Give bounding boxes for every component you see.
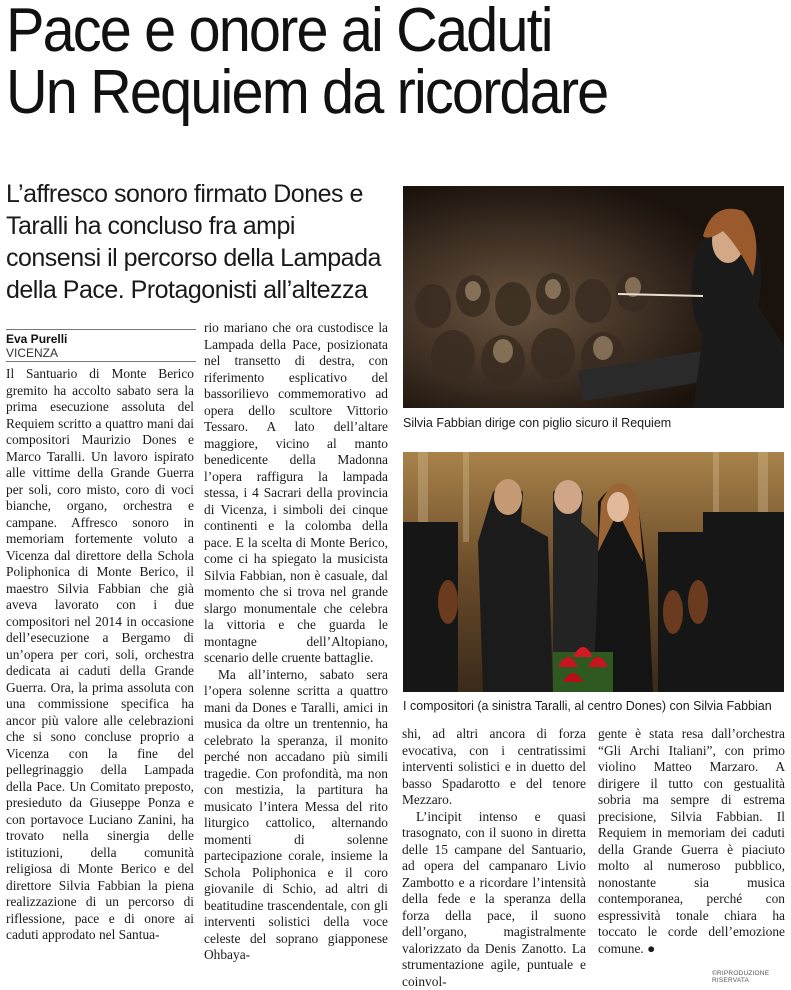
article-column-2	[204, 320, 388, 964]
dateline-place: VICENZA	[6, 346, 196, 362]
byline	[6, 329, 196, 362]
subheadline	[6, 178, 398, 306]
subhead-line-3: consensi il percorso della Lampada	[6, 242, 398, 274]
paragraph: shi, ad altri ancora di forza evocativa, con i centratissimi interventi solistici e in duetto del basso Spadarotto e del tenore Mezzaro.	[402, 726, 586, 809]
author-name: Eva Purelli	[6, 332, 196, 346]
paragraph: rio mariano che ora custodisce la Lampada della Pace, posizionata nel transetto di destra, con riferimento esplicativo del bassorilievo commemorativo ad opera dello scultore Vittorio Tessaro. A lato dell’altare maggiore, vicino al manto benedicente della Madonna l’opera raffigura la lampada stessa, i 4 Sacrari della provincia di Vicenza, i simboli dei cinque continenti e la colomba della pace. E la scelta di Monte Berico, come ci ha spiegato la musicista Silvia Fabbian, non è casuale, dal momento che si trova nel grande slargo monumentale che celebra la vittoria e che guarda le montagne dell’Altopiano, scenario delle cruente battaglie.	[204, 320, 388, 667]
subhead-line-4: della Pace. Protagonisti all’altezza	[6, 274, 398, 306]
paragraph: Il Santuario di Monte Berico gremito ha accolto sabato sera la prima esecuzione assoluta del Requiem scritto a quattro mani dai compositori Maurizio Dones e Marco Taralli. Un lavoro ispirato alle vittime della Grande Guerra per soli, coro misto, coro di voci bianche, organo, orchestra e campane. Affresco sonoro in memoriam fortemente voluto a Vicenza dal direttore della Schola Poliphonica di Monte Berico, il maestro Silvia Fabbian che già aveva lavorato con i due compositori nel 2014 in occasione dell’esecuzione a Bergamo di un’opera per cori, soli, orchestra dedicata ai caduti della Grande Guerra. Ora, la prima assoluta con una commissione specifica ha ancor più valore alle celebrazioni che si sono concluse proprio a Vicenza con la fine del pellegrinaggio della Lampada della Pace. Un Comitato preposto, presieduto da Giuseppe Ponza e con portavoce Luciano Zanini, ha trovato nella sinergia delle istituzioni, della comunità religiosa di Monte Berico e del direttore Silvia Fabbian la piena realizzazione di un percorso di riflessione, pace e di onore ai caduti approdato nel Santua-	[6, 366, 194, 944]
conductor-photo-illustration	[403, 186, 784, 408]
copyright-notice: ©RIPRODUZIONE RISERVATA	[712, 970, 791, 984]
subhead-line-1: L’affresco sonoro firmato Dones e	[6, 178, 398, 210]
headline	[6, 0, 736, 124]
article-column-3	[402, 726, 586, 990]
headline-line-1: Pace e onore ai Caduti	[6, 0, 736, 62]
composers-photo	[403, 452, 784, 692]
composers-photo-illustration	[403, 452, 784, 692]
paragraph: L’incipit intenso e quasi trasognato, con il suono in diretta delle 15 campane del Santuario, ad opera del campanaro Livio Zambotto e a ricordare l’intensità della fede e la speranza della forza della pace, il suono dell’organo, magistralmente valorizzato da Denis Zanotto. La strumentazione agile, puntuale e coinvol-	[402, 809, 586, 990]
subhead-line-2: Taralli ha concluso fra ampi	[6, 210, 398, 242]
flower-arrangement	[553, 647, 613, 692]
photo-caption-2: I compositori (a sinistra Taralli, al centro Dones) con Silvia Fabbian	[403, 699, 772, 714]
article-column-1	[6, 366, 194, 944]
paragraph: gente è stata resa dall’orchestra “Gli Archi Italiani”, con primo violino Matteo Marzaro. A dirigere il tutto con gestualità sobria ma sempre di estrema precisione, Silvia Fabbian. Il Requiem in memoriam dei caduti della Grande Guerra è piaciuto molto al numeroso pubblico, nonostante sia musica contemporanea, perché con espressività tonale chiara ha toccato le corde dell’emozione comune. ●	[598, 726, 785, 957]
article-column-4	[598, 726, 785, 957]
paragraph: Ma all’interno, sabato sera l’opera solenne scritta a quattro mani da Dones e Taralli, amici in musica da oltre un trentennio, ha celebrato la speranza, il monito perché non accadano più simili tragedie. Con profondità, ma non con mestizia, la partitura ha musicato l’intera Messa del rito liturgico cattolico, alternando momenti di solenne partecipazione corale, insieme la Schola Poliphonica e il coro giovanile di Schio, ad altri di beatitudine trascendentale, con gli interventi solistici della voce celeste del soprano giapponese Ohbaya-	[204, 667, 388, 964]
conductor-photo	[403, 186, 784, 408]
photo-caption-1: Silvia Fabbian dirige con piglio sicuro il Requiem	[403, 416, 671, 431]
headline-line-2: Un Requiem da ricordare	[6, 62, 736, 124]
